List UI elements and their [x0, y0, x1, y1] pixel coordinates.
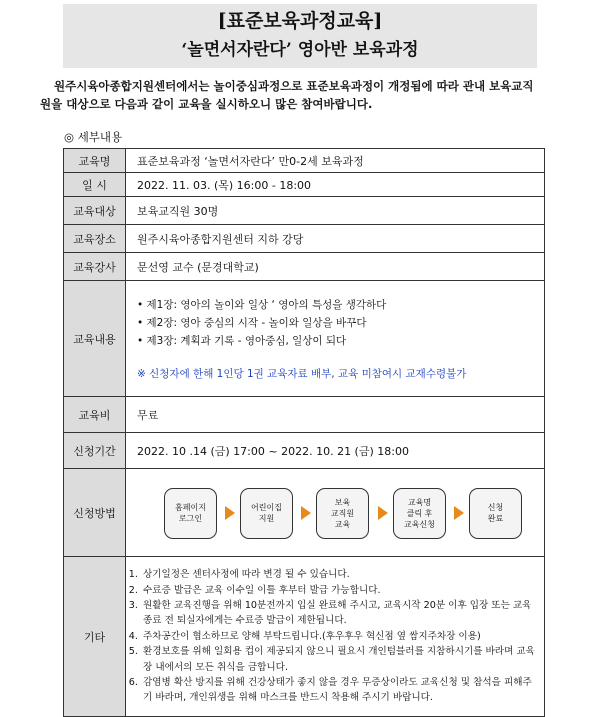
- value-date: 2022. 11. 03. (목) 16:00 - 18:00: [126, 173, 545, 197]
- arrow-right-icon: [301, 506, 311, 520]
- label-place: 교육장소: [64, 225, 126, 253]
- notes-list: [127, 567, 543, 706]
- content-item-2: • 제2장: 영아 중심의 시작 - 놀이와 일상을 바꾸다: [137, 317, 367, 329]
- material-notice: ※ 신청자에 한해 1인당 1권 교육자료 배부, 교육 미참여시 교재수령불가: [137, 368, 467, 380]
- value-name: 표준보육과정 ‘놀면서자란다’ 만0-2세 보육과정: [126, 149, 545, 173]
- arrow-right-icon: [454, 506, 464, 520]
- label-fee: 교육비: [64, 397, 126, 433]
- label-date: 일 시: [64, 173, 126, 197]
- step-staff-education: 보육 교직원 교육: [316, 488, 369, 539]
- step-homepage-login: 홈페이지 로그인: [164, 488, 217, 539]
- list-item: 5. 환경보호를 위해 일회용 컵이 제공되지 않으니 필요시 개인텀블러를 지참하시기를 바라며 교육장 내에서의 모든 취식을 금합니다.: [141, 644, 537, 675]
- page-subtitle: ‘놀면서자란다’ 영아반 보육과정: [181, 40, 419, 60]
- list-item: 4. 주차공간이 협소하므로 양해 부탁드립니다.(후우후우 혁신점 옆 쌈지주차장 이용): [141, 629, 537, 644]
- section-label: ◎ 세부내용: [64, 130, 123, 144]
- list-item: 6. 감염병 확산 방지를 위해 건강상태가 좋지 않을 경우 무증상이라도 교육신청 및 참석을 피해주기 바라며, 개인위생을 위해 마스크를 반드시 착용해 주시기 바랍니다.: [141, 675, 537, 706]
- table-row: [64, 433, 545, 469]
- value-content: [126, 281, 545, 397]
- title-box: [63, 4, 537, 68]
- step-complete: 신청 완료: [469, 488, 522, 539]
- table-row: [64, 149, 545, 173]
- list-item: 1. 상기일정은 센터사정에 따라 변경 될 수 있습니다.: [141, 567, 537, 582]
- page-title: [표준보육과정교육]: [217, 10, 383, 32]
- table-row: [64, 397, 545, 433]
- table-row: [64, 225, 545, 253]
- content-item-1: • 제1장: 영아의 놀이와 일상 ‘ 영아의 특성을 생각하다: [137, 299, 387, 311]
- content-item-3: • 제3장: 계획과 기록 - 영아중심, 일상이 되다: [137, 335, 347, 347]
- step-apply-course: 교육명 클릭 후 교육신청: [393, 488, 446, 539]
- intro-paragraph: [40, 77, 570, 113]
- value-target: 보육교직원 30명: [126, 197, 545, 225]
- table-row: [64, 173, 545, 197]
- table-row: [64, 197, 545, 225]
- intro-line-2: 원을 대상으로 다음과 같이 교육을 실시하오니 많은 참여바랍니다.: [40, 97, 373, 111]
- table-row: [64, 253, 545, 281]
- step-daycare-support: 어린이집 지원: [240, 488, 293, 539]
- arrow-right-icon: [225, 506, 235, 520]
- list-item: 2. 수료증 발급은 교육 이수일 이틀 후부터 발급 가능합니다.: [141, 583, 537, 598]
- label-lecturer: 교육강사: [64, 253, 126, 281]
- label-etc: 기타: [64, 557, 126, 717]
- arrow-right-icon: [378, 506, 388, 520]
- value-fee: 무료: [126, 397, 545, 433]
- value-method: [126, 469, 545, 557]
- value-etc: [126, 557, 545, 717]
- value-period: 2022. 10 .14 (금) 17:00 ~ 2022. 10. 21 (금) 18:00: [126, 433, 545, 469]
- value-place: 원주시육아종합지원센터 지하 강당: [126, 225, 545, 253]
- label-target: 교육대상: [64, 197, 126, 225]
- label-period: 신청기간: [64, 433, 126, 469]
- label-method: 신청방법: [64, 469, 126, 557]
- value-lecturer: 문선영 교수 (문경대학교): [126, 253, 545, 281]
- table-row: [64, 469, 545, 557]
- label-content: 교육내용: [64, 281, 126, 397]
- label-name: 교육명: [64, 149, 126, 173]
- application-flow: [164, 483, 566, 543]
- table-row: [64, 281, 545, 397]
- list-item: 3. 원활한 교육진행을 위해 10분전까지 입실 완료해 주시고, 교육시작 20분 이후 입장 또는 교육 종료 전 퇴실자에게는 수료증 발급이 제한됩니다.: [141, 598, 537, 629]
- table-row: [64, 557, 545, 717]
- intro-line-1: 원주시육아종합지원센터에서는 놀이중심과정으로 표준보육과정이 개정됨에 따라 관내 보육교직: [54, 79, 534, 93]
- details-table: [63, 148, 545, 717]
